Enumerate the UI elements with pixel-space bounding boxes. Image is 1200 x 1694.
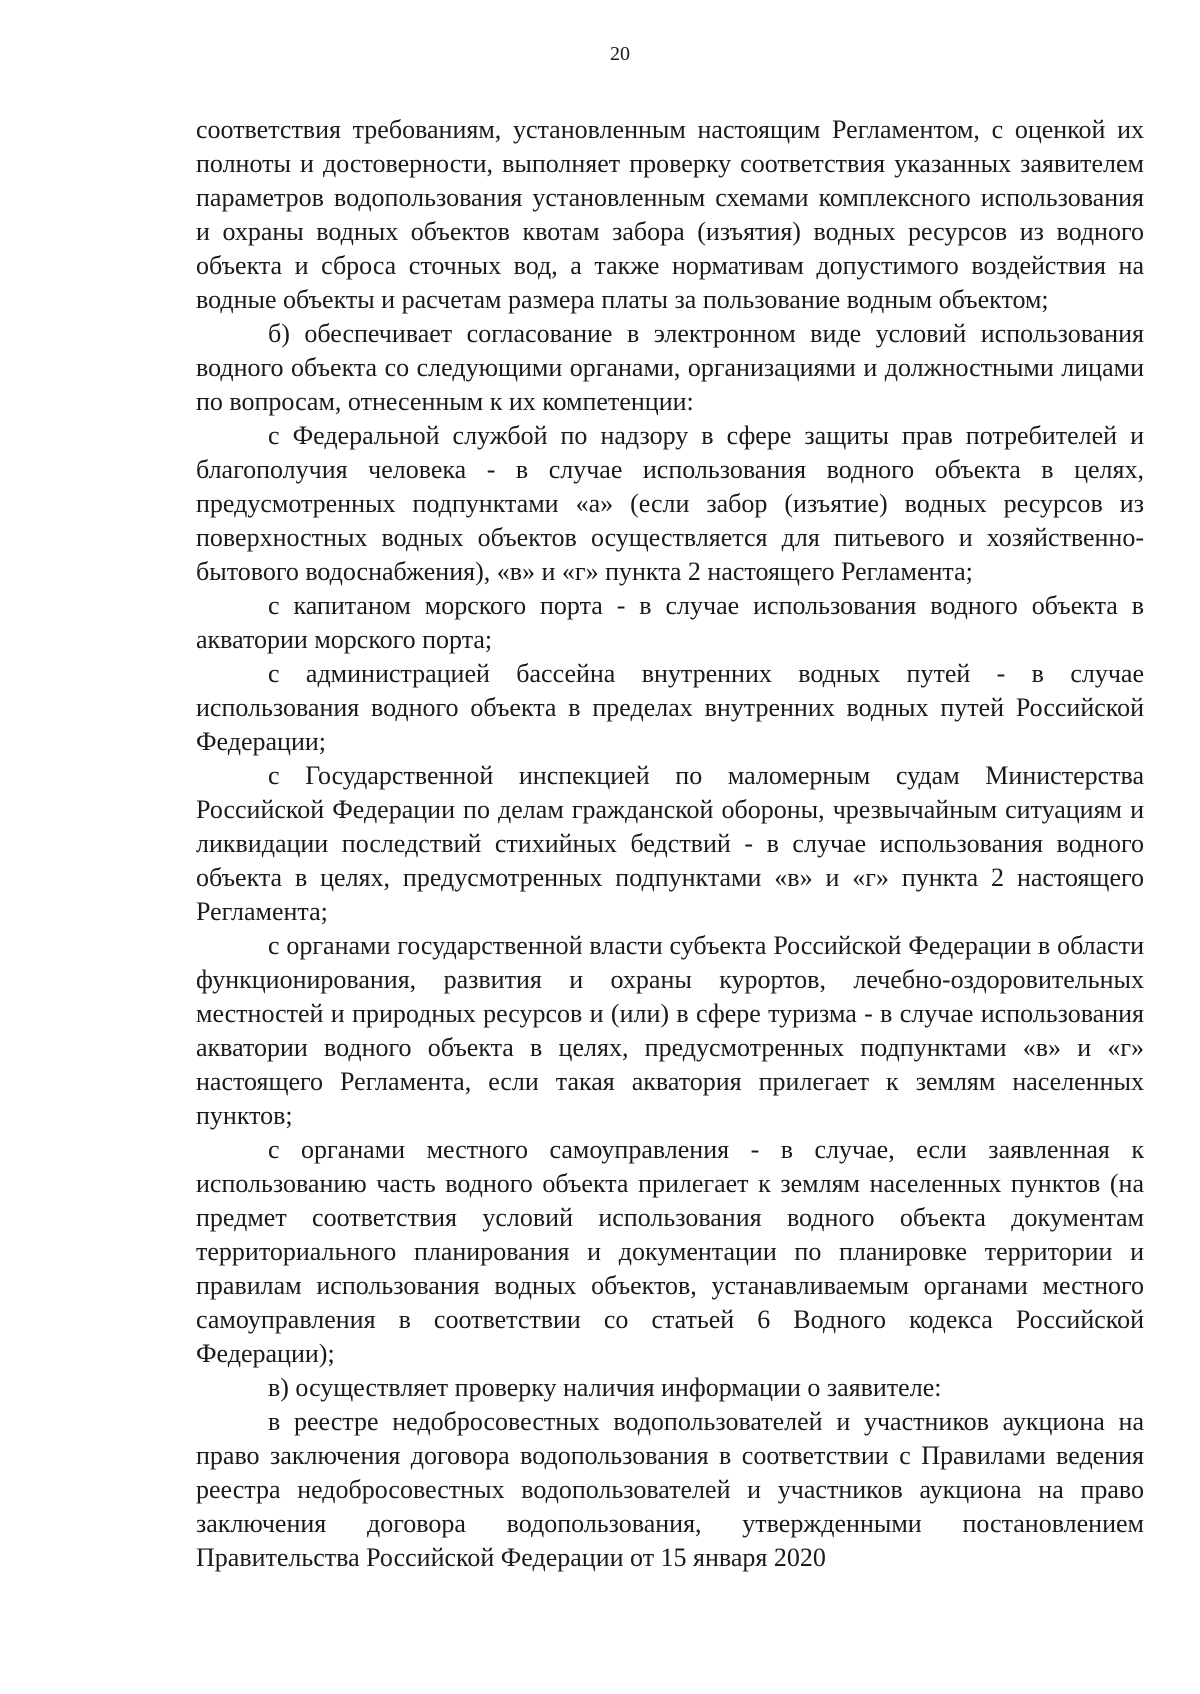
page-number: 20 [610, 43, 630, 65]
paragraph-rospotrebnadzor: с Федеральной службой по надзору в сфере защиты прав потребителей и благополучия человека - в случае использования водного объекта в целях, предусмотренных подпунктами «а» (если забор (изъятие) водных ресурсов из поверхностных водных объектов осуществляется для питьевого и хозяйственно-бытового водоснабжения), «в» и «г» пункта 2 настоящего Регламента; [196, 421, 1144, 586]
paragraph-port-captain: с капитаном морского порта - в случае использования водного объекта в акватории морского порта; [196, 591, 1144, 654]
paragraph-continuation: соответствия требованиям, установленным настоящим Регламентом, с оценкой их полноты и достоверности, выполняет проверку соответствия указанных заявителем параметров водопользования установленным схемами комплексного использования и охраны водных объектов квотам забора (изъятия) водных ресурсов из водного объекта и сброса сточных вод, а также нормативам допустимого воздействия на водные объекты и расчетам размера платы за пользование водным объектом; [196, 115, 1144, 314]
document-body [196, 113, 1144, 1575]
paragraph-item-v: в) осуществляет проверку наличия информации о заявителе: [268, 1373, 942, 1402]
paragraph-waterways-administration: с администрацией бассейна внутренних водных путей - в случае использования водного объекта в пределах внутренних водных путей Российской Федерации; [196, 659, 1144, 756]
paragraph-regional-authorities: с органами государственной власти субъекта Российской Федерации в области функционирования, развития и охраны курортов, лечебно-оздоровительных местностей и природных ресурсов и (или) в сфере туризма - в случае использования акватории водного объекта в целях, предусмотренных подпунктами «в» и «г» настоящего Регламента, если такая акватория прилегает к землям населенных пунктов; [196, 931, 1144, 1130]
paragraph-item-b: б) обеспечивает согласование в электронном виде условий использования водного объекта со следующими органами, организациями и должностными лицами по вопросам, отнесенным к их компетенции: [196, 319, 1144, 416]
paragraph-local-government: с органами местного самоуправления - в случае, если заявленная к использованию часть водного объекта прилегает к землям населенных пунктов (на предмет соответствия условий использования водного объекта документам территориального планирования и документации по планировке территории и правилам использования водных объектов, устанавливаемым органами местного самоуправления в соответствии со статьей 6 Водного кодекса Российской Федерации); [196, 1135, 1144, 1368]
paragraph-registry: в реестре недобросовестных водопользователей и участников аукциона на право заключения договора водопользования в соответствии с Правилами ведения реестра недобросовестных водопользователей и участников аукциона на право заключения договора водопользования, утвержденными постановлением Правительства Российской Федерации от 15 января 2020 [196, 1407, 1144, 1572]
paragraph-small-vessels-inspection: с Государственной инспекцией по маломерным судам Министерства Российской Федерации по делам гражданской обороны, чрезвычайным ситуациям и ликвидации последствий стихийных бедствий - в случае использования водного объекта в целях, предусмотренных подпунктами «в» и «г» пункта 2 настоящего Регламента; [196, 761, 1144, 926]
